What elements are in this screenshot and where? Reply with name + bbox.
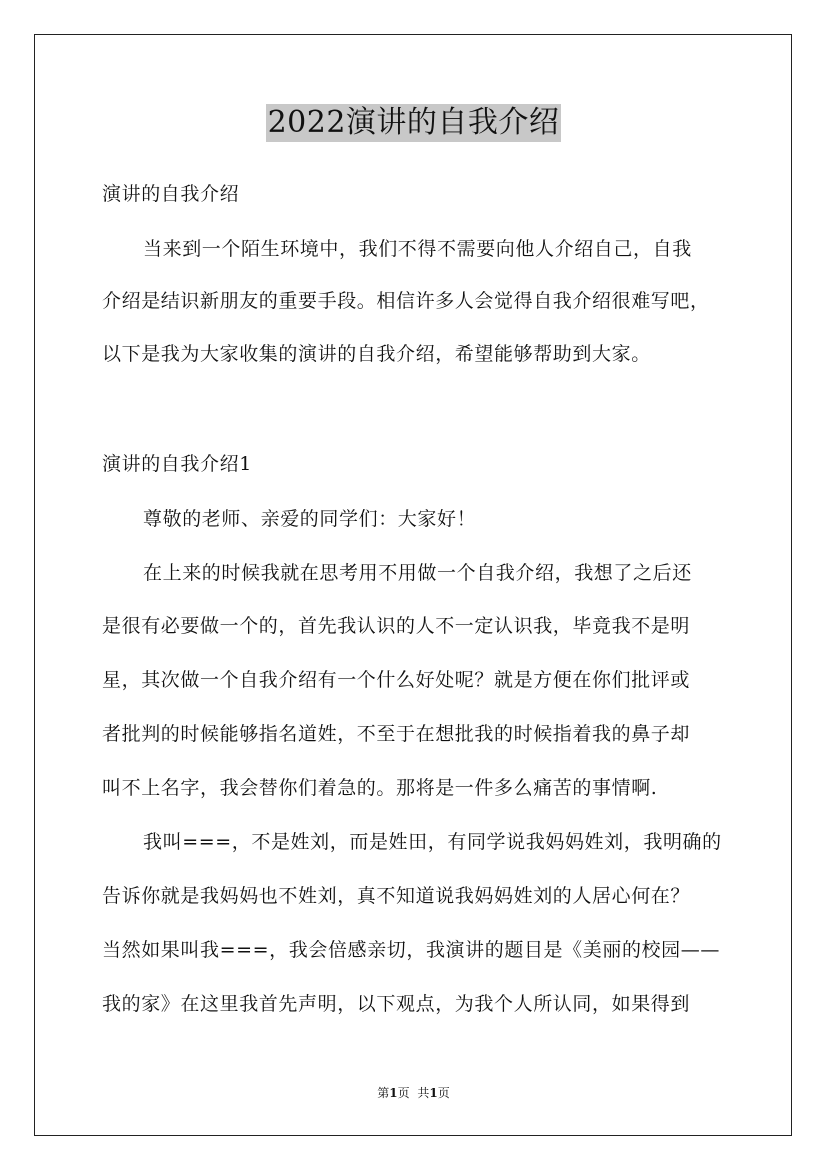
paragraph-line: 介绍是结识新朋友的重要手段。相信许多人会觉得自我介绍很难写吧，	[102, 290, 710, 312]
paragraph-line: 当来到一个陌生环境中，我们不得不需要向他人介绍自己，自我	[143, 238, 692, 260]
title-container	[0, 104, 827, 142]
page-footer	[0, 1085, 827, 1101]
paragraph-line: 是很有必要做一个的，首先我认识的人不一定认识我，毕竟我不是明	[102, 615, 691, 637]
section-heading: 演讲的自我介绍	[102, 183, 240, 205]
document-title: 2022演讲的自我介绍	[267, 105, 560, 140]
paragraph-line: 我的家》在这里我首先声明，以下观点，为我个人所认同，如果得到	[102, 993, 691, 1015]
paragraph-line: 星，其次做一个自我介绍有一个什么好处呢？就是方便在你们批评或	[102, 669, 691, 691]
total-prefix: 共	[417, 1086, 430, 1100]
paragraph-line: 者批判的时候能够指名道姓，不至于在想批我的时候指着我的鼻子却	[102, 723, 691, 745]
page-prefix: 第	[377, 1086, 390, 1100]
paragraph-line: 以下是我为大家收集的演讲的自我介绍，希望能够帮助到大家。	[102, 343, 651, 365]
paragraph-line: 告诉你就是我妈妈也不姓刘，真不知道说我妈妈姓刘的人居心何在？	[102, 885, 691, 907]
paragraph-line: 尊敬的老师、亲爱的同学们：大家好！	[143, 508, 477, 530]
page-suffix: 页	[397, 1086, 410, 1100]
paragraph-line: 我叫===，不是姓刘，而是姓田，有同学说我妈妈姓刘，我明确的	[143, 831, 722, 853]
paragraph-line: 在上来的时候我就在思考用不用做一个自我介绍，我想了之后还	[143, 562, 692, 584]
section-heading: 演讲的自我介绍1	[102, 453, 252, 475]
paragraph-line: 叫不上名字，我会替你们着急的。那将是一件多么痛苦的事情啊.	[102, 777, 658, 799]
paragraph-line: 当然如果叫我===，我会倍感亲切，我演讲的题目是《美丽的校园——	[102, 939, 720, 961]
total-suffix: 页	[437, 1086, 450, 1100]
total-pages: 1	[429, 1086, 438, 1100]
page-number: 1	[389, 1086, 398, 1100]
